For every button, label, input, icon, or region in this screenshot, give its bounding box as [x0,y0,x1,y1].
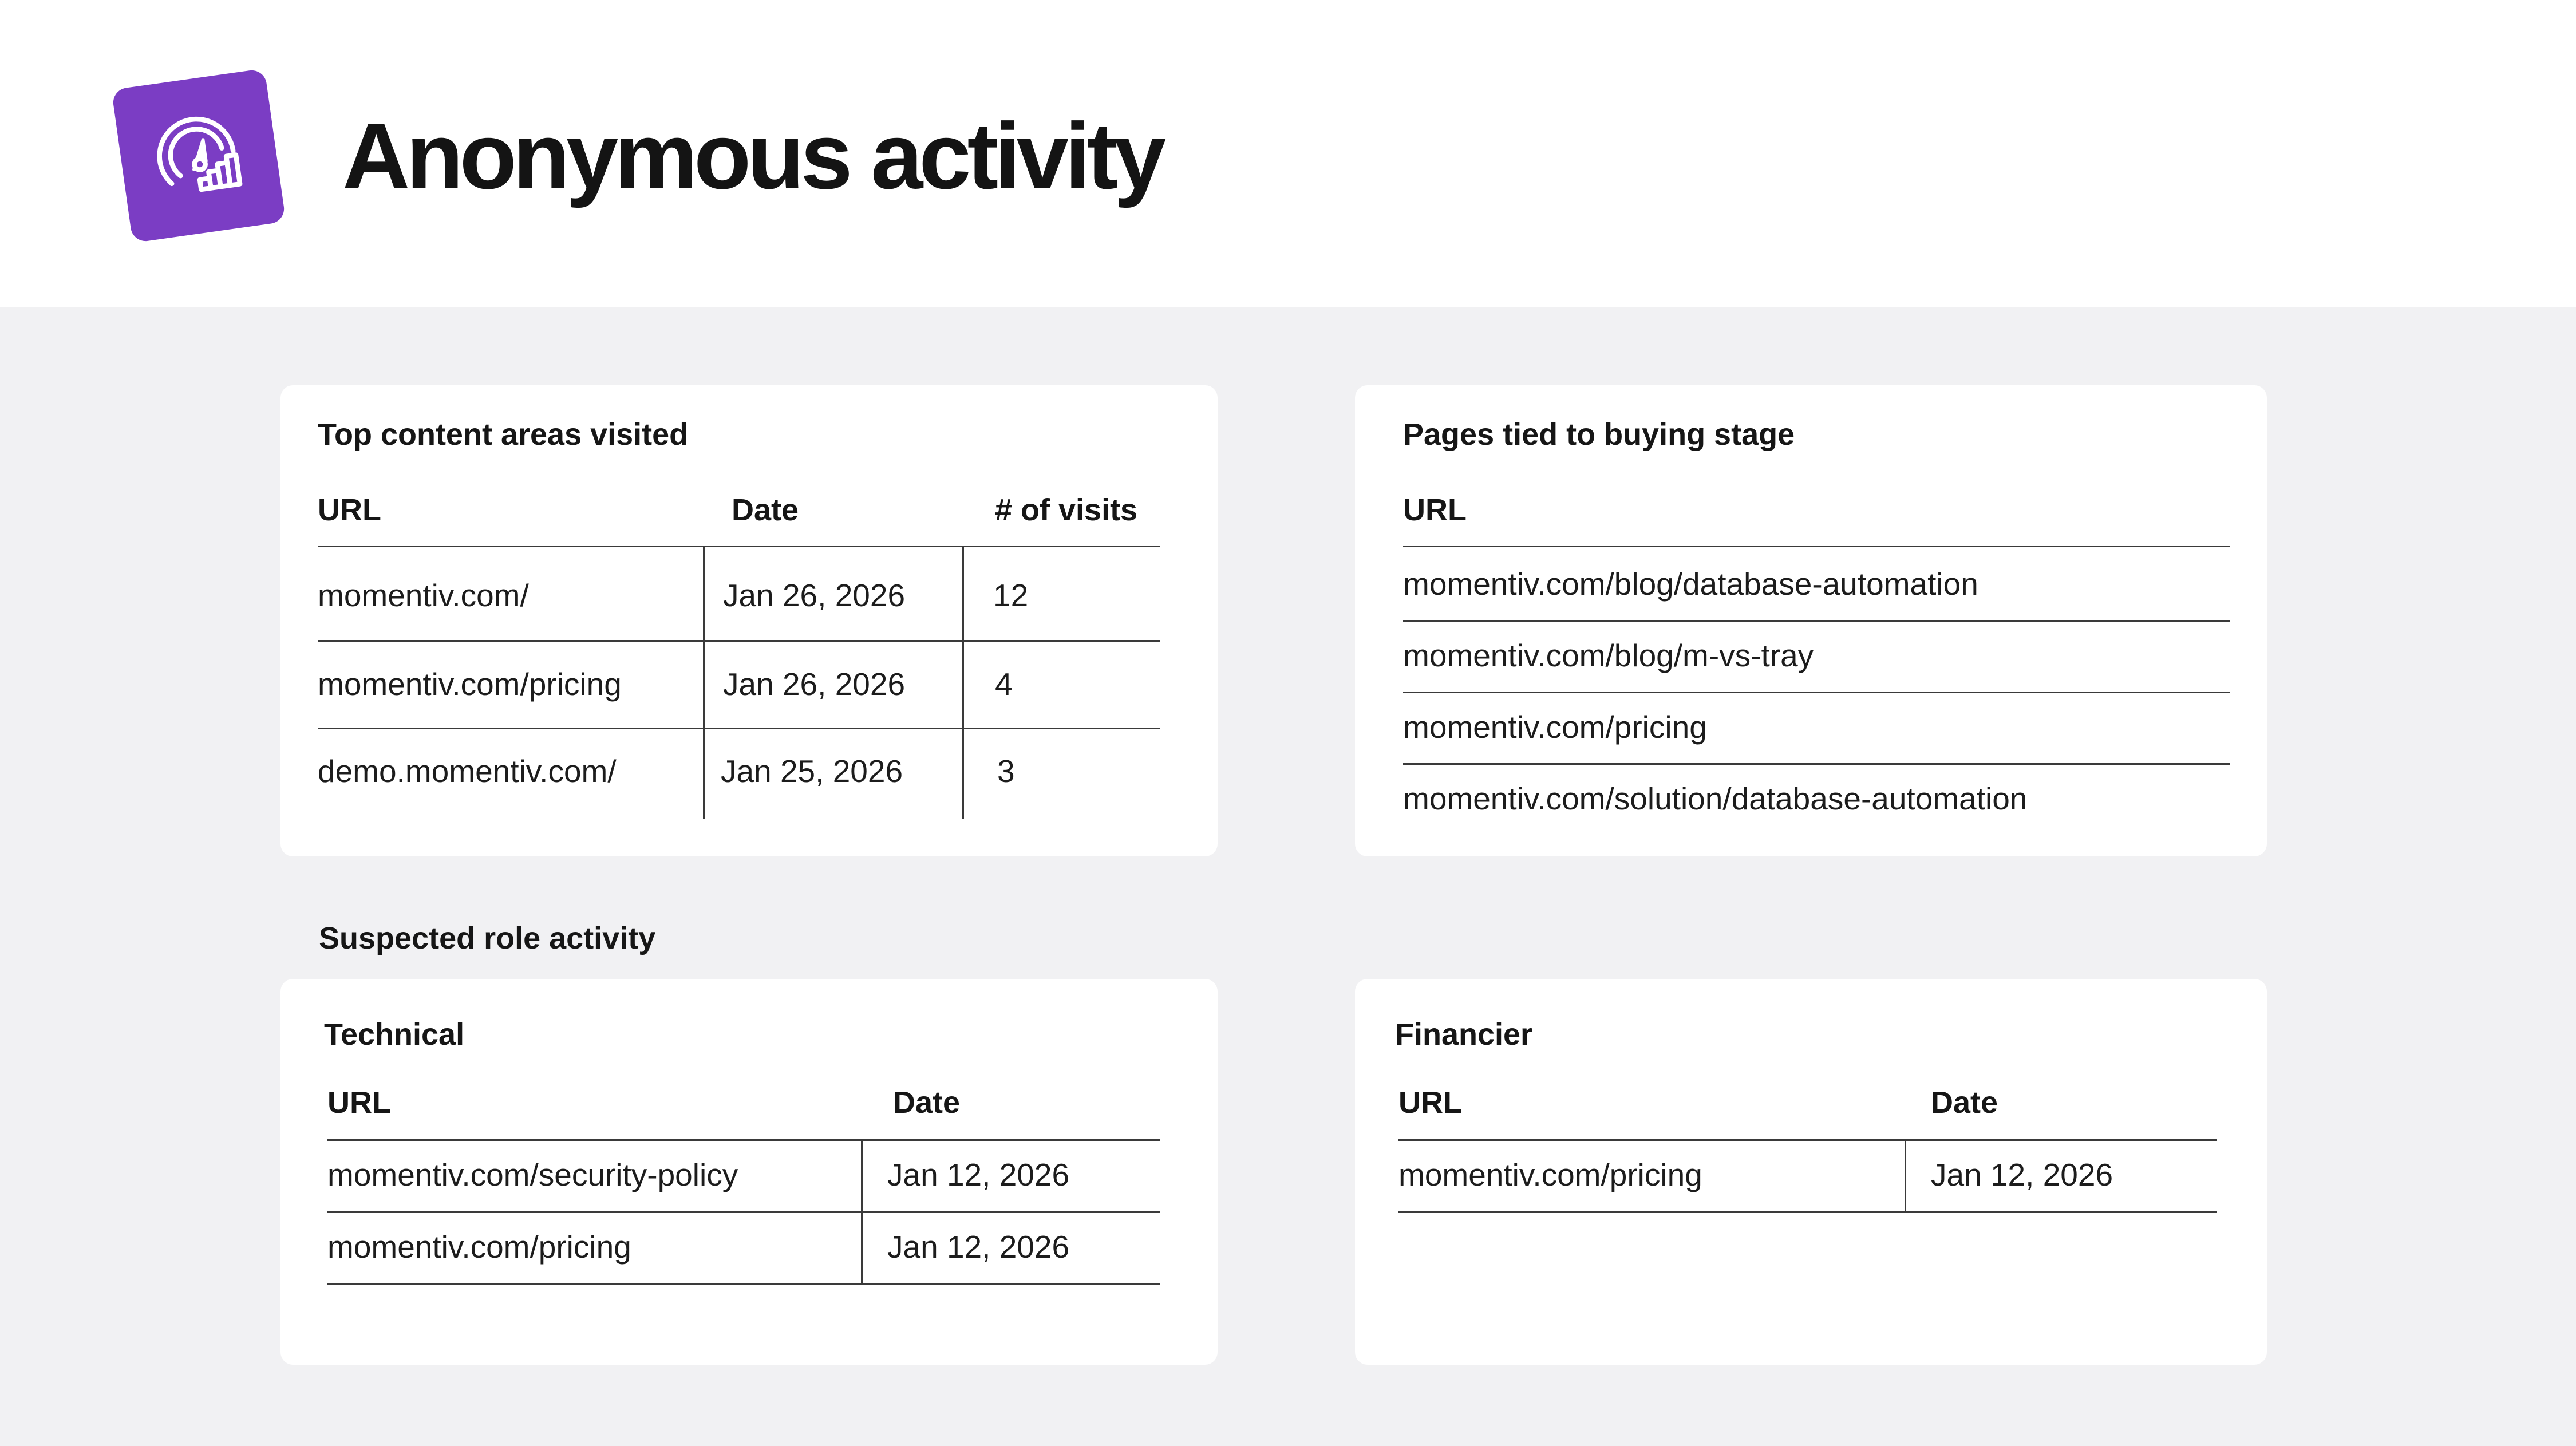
table-cell-visits: 4 [995,666,1013,702]
column-header-date: Date [732,493,799,527]
page-header [0,0,2576,307]
table-cell-date: Jan 12, 2026 [887,1157,1070,1192]
card-title: Technical [324,1017,465,1052]
table-cell-url: momentiv.com/pricing [1398,1157,1702,1192]
table-cell-date: Jan 12, 2026 [887,1229,1070,1265]
table-divider [1398,1139,2217,1141]
table-cell-url: momentiv.com/ [318,578,529,613]
column-divider [703,546,705,819]
list-item-url: momentiv.com/blog/database-automation [1403,566,1978,602]
column-header-visits: # of visits [995,493,1138,527]
column-header-url: URL [318,493,381,527]
table-divider [327,1211,1160,1213]
table-cell-visits: 12 [993,578,1029,613]
page-title: Anonymous activity [342,104,1163,208]
table-cell-url: momentiv.com/security-policy [327,1157,738,1192]
section-label: Suspected role activity [319,921,656,955]
column-header-date: Date [893,1085,961,1120]
list-item-url: momentiv.com/solution/database-automation [1403,781,2028,816]
table-divider [318,640,1160,642]
list-item-url: momentiv.com/blog/m-vs-tray [1403,638,1814,673]
table-cell-date: Jan 26, 2026 [723,578,906,613]
table-cell-url: momentiv.com/pricing [327,1229,631,1265]
column-header-url: URL [327,1085,391,1120]
card-title: Top content areas visited [318,417,689,452]
column-header-date: Date [1931,1085,1998,1120]
table-cell-url: demo.momentiv.com/ [318,753,617,789]
table-divider [1403,692,2230,693]
top-content-card [280,385,1218,856]
table-cell-date: Jan 25, 2026 [721,753,903,789]
column-divider [861,1139,863,1283]
table-divider [1403,620,2230,622]
table-cell-date: Jan 26, 2026 [723,666,906,702]
table-divider [327,1283,1160,1285]
table-divider [1403,546,2230,547]
card-title: Pages tied to buying stage [1403,417,1795,452]
table-cell-visits: 3 [997,753,1015,789]
table-divider [318,728,1160,729]
speedometer-chart-icon [112,69,286,243]
table-divider [1398,1211,2217,1213]
technical-role-card [280,979,1218,1365]
column-divider [962,546,964,819]
table-cell-url: momentiv.com/pricing [318,666,622,702]
table-divider [1403,763,2230,765]
table-divider [327,1139,1160,1141]
column-header-url: URL [1403,493,1467,527]
financier-role-card [1355,979,2267,1365]
card-title: Financier [1395,1017,1533,1052]
table-divider [318,546,1160,547]
table-cell-date: Jan 12, 2026 [1931,1157,2113,1192]
column-divider [1905,1139,1906,1211]
list-item-url: momentiv.com/pricing [1403,709,1707,745]
column-header-url: URL [1398,1085,1462,1120]
buying-stage-card [1355,385,2267,856]
